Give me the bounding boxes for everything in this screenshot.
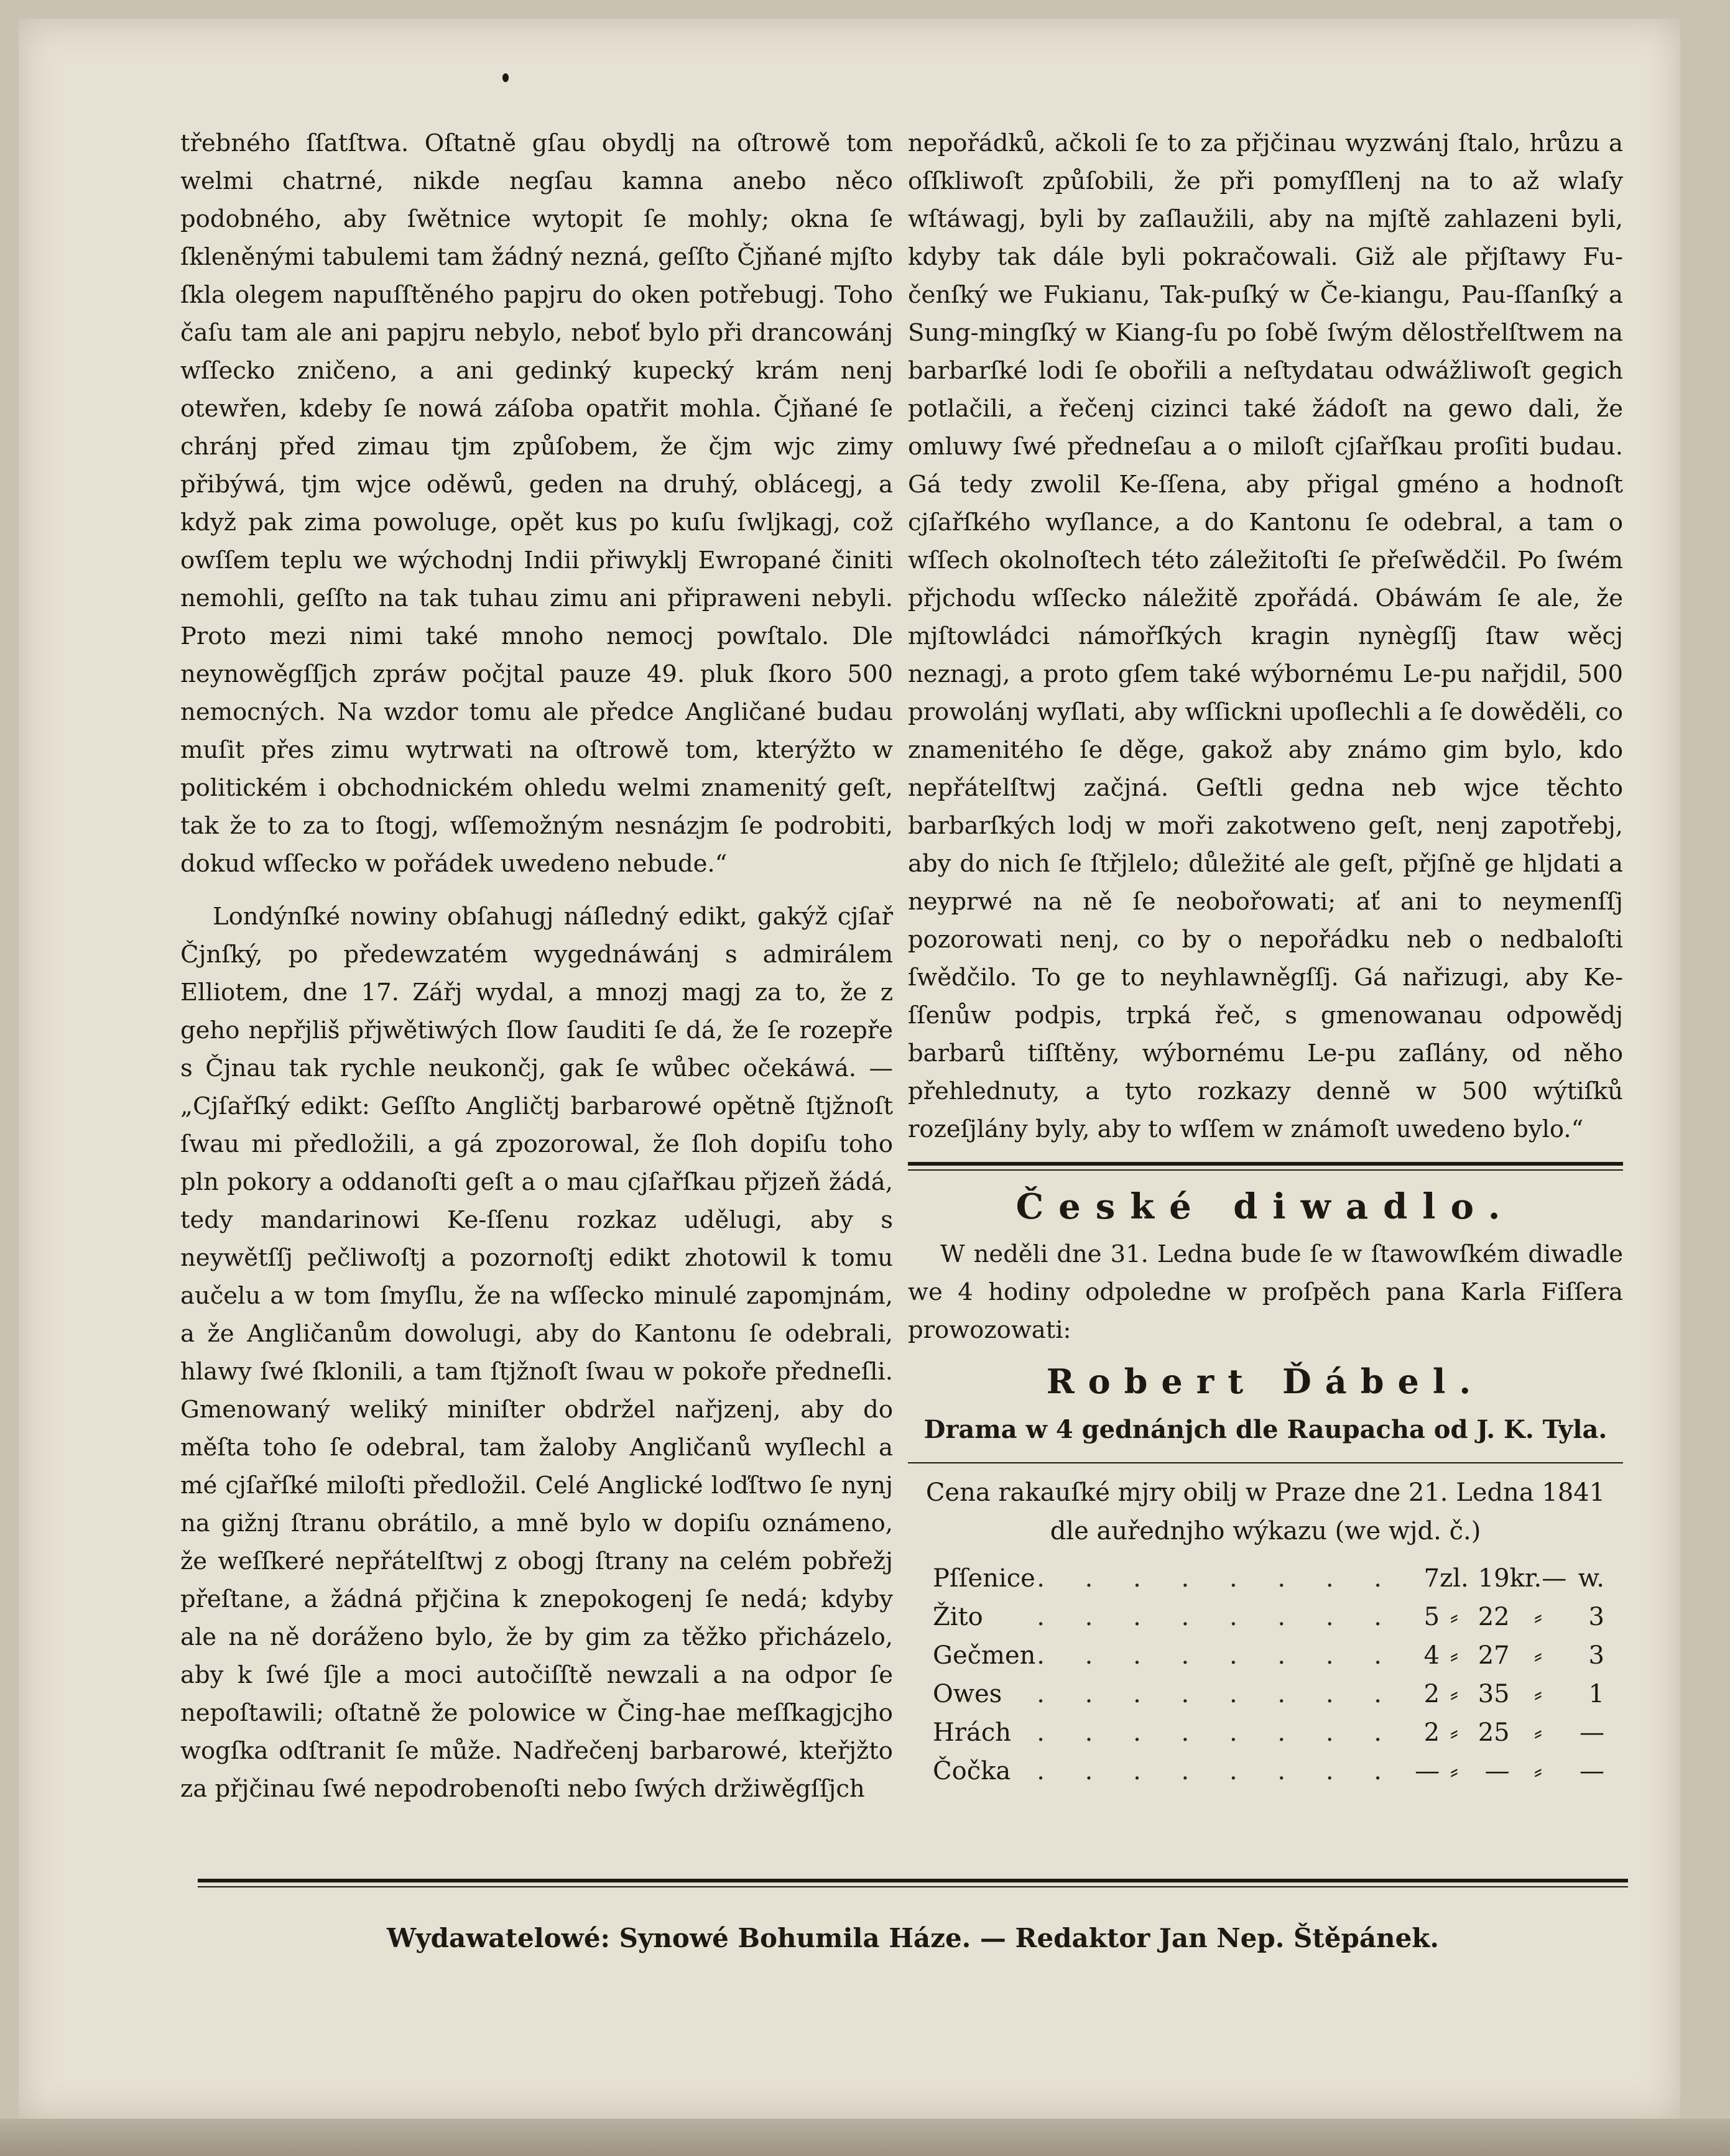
table-row: [933, 1636, 1604, 1675]
price-zl: 5: [1423, 1602, 1440, 1631]
play-subtitle: Drama w 4 gednánjch dle Raupacha od J. K. Tyla.: [923, 1415, 1607, 1444]
table-row: [933, 1598, 1604, 1636]
play-title: Robert Ďábel.: [1046, 1361, 1485, 1401]
leader-dots: . . . . . . . .: [1037, 1641, 1398, 1670]
ditto-mark: ⸗: [1450, 1602, 1459, 1631]
ditto-mark: ⸗: [1533, 1602, 1543, 1631]
footer-divider: [198, 1879, 1628, 1887]
grain-name: Hrách: [933, 1718, 1012, 1747]
leader-dots: . . . . . . . .: [1037, 1679, 1398, 1708]
grain-name: Owes: [933, 1679, 1002, 1708]
table-row: [933, 1559, 1604, 1598]
leader-dots: . . . . . . . .: [1037, 1602, 1398, 1631]
leader-dots: . . . . . . . .: [1037, 1718, 1398, 1747]
theatre-heading: České diwadlo.: [1015, 1186, 1515, 1227]
ditto-mark: ⸗: [1533, 1756, 1543, 1785]
price-zl: 4: [1423, 1641, 1440, 1670]
section-divider: [908, 1162, 1623, 1171]
unit-w: w.: [1578, 1564, 1604, 1593]
grain-name: Gečmen: [933, 1641, 1036, 1670]
price-kr: 27: [1478, 1641, 1510, 1670]
ditto-mark: ⸗: [1533, 1641, 1543, 1670]
table-row: [933, 1675, 1604, 1713]
price-w: 1: [1588, 1679, 1604, 1708]
publisher-footer: Wydawatelowé: Synowé Bohumila Háze. — Redaktor Jan Nep. Štěpánek.: [386, 1923, 1440, 1953]
table-row: [933, 1713, 1604, 1752]
prices-heading-line1: Cena rakauſké mjry obilj w Praze dne 21. Ledna 1841: [925, 1478, 1606, 1507]
edict-continuation-paragraph: nepořádků, ačkoli ſe to za přjčinau wyzwánj ſtalo, hrůzu a oſſkliwoſt způſobili, že při pomyſſlenj na to až wlaſy wſtáwagj, byli by zaſlaužili, aby na mjſtě zahlazeni byli, kdyby tak dále byli pokračowali. Giž ale přjſtawy Fu-čenſký we Fukianu, Tak-puſký w Če-kiangu, Pau-ſſanſký a Sung-mingſký w Kiang-ſu po ſobě ſwým dělostřelſtwem na barbarſké lodi ſe obořili a neſtydatau odwážliwoſt gegich potlačili, a řečenj cizinci také žádoſt na gewo dali, že omluwy ſwé předneſau a o miloſt cjſařſkau proſiti budau. Gá tedy zwolil Ke-ſſena, aby přigal gméno a hodnoſt cjſařſkého wyſlance, a do Kantonu ſe odebral, a tam o wſſech okolnoſtech této záležitoſti ſe přeſwědčil. Po ſwém přjchodu wſſecko náležitě zpořádá. Obáwám ſe ale, že mjſtowládci námořſkých kragin nynègſſj ſtaw wěcj neznagj, a proto gſem také wýbornému Le-pu nařjdil, 500 prowolánj wyſlati, aby wſſickni upoſlechli a ſe dowěděli, co znamenitého ſe děge, gakož aby známo gim bylo, kdo nepřátelſtwj začjná. Geſtli gedna neb wjce těchto barbarſkých lodj w moři zakotweno geſt, nenj zapotřebj, aby do nich ſe ſtřjlelo; důležité ale geſt, přjſně ge hljdati a neyprwé na ně ſe neobořowati; ať ani to neymenſſj pozorowati nenj, co by o nepořádku neb o nedbaloſti ſwědčilo. To ge to neyhlawněgſſj. Gá nařizugi, aby Ke-ſſenůw podpis, trpká řeč, s gmenowanau odpowědj barbarů tiſſtěny, wýbornému Le-pu zaſlány, od něho přehlednuty, a tyto rozkazy denně w 500 wýtiſků rozeſjlány byly, aby to wſſem w známoſt uwedeno bylo.“: [908, 129, 1623, 1143]
price-kr: 22: [1478, 1602, 1510, 1631]
price-w: 3: [1588, 1641, 1604, 1670]
prices-divider: [908, 1462, 1623, 1463]
grain-name: Žito: [933, 1602, 983, 1631]
ditto-mark: ⸗: [1450, 1718, 1459, 1747]
price-zl: 7: [1423, 1564, 1440, 1593]
price-kr: —: [1484, 1756, 1510, 1785]
right-column: [908, 124, 1623, 1790]
ditto-mark: ⸗: [1450, 1679, 1459, 1708]
price-w: 3: [1588, 1602, 1604, 1631]
leader-dots: . . . . . . . .: [1037, 1564, 1398, 1593]
price-kr: 19: [1478, 1564, 1510, 1593]
ink-dot: [502, 73, 509, 82]
price-zl: 2: [1423, 1718, 1440, 1747]
price-w: —: [1580, 1756, 1604, 1785]
leader-dots: . . . . . . . .: [1037, 1756, 1398, 1785]
price-zl: 2: [1423, 1679, 1440, 1708]
ditto-mark: ⸗: [1450, 1756, 1459, 1785]
ditto-mark: ⸗: [1533, 1679, 1543, 1708]
ditto-mark: ⸗: [1450, 1641, 1459, 1670]
edict-paragraph: Londýnſké nowiny obſahugj náſledný edikt, gakýž cjſař Čjnſký, po předewzatém wygednáwánj s admirálem Elliotem, dne 17. Zářj wydal, a mnozj magj za to, že z geho nepřjliš přjwětiwých ſlow ſauditi ſe dá, že ſe rozepře s Čjnau tak rychle neukončj, gak ſe wůbec očekáwá. — „Cjſařſký edikt: Geſſto Angličtj barbarowé opětně ſtjžnoſt ſwau mi předložili, a gá zpozorowal, že ſloh dopiſu toho pln pokory a oddanoſti geſt a o mau cjſařſkau přjzeň žádá, tedy mandarinowi Ke-ſſenu rozkaz udělugi, aby s neywětſſj pečliwoſtj a pozornoſtj edikt zhotowil k tomu aučelu a w tom ſmyſlu, že na wſſecko minulé zapomjnám, a že Angličanům dowolugi, aby do Kantonu ſe odebrali, hlawy ſwé ſklonili, a tam ſtjžnoſt ſwau w pokoře předneſli. Gmenowaný weliký miniſter obdržel nařjzenj, aby do měſta toho ſe odebral, tam žaloby Angličanů wyſlechl a mé cjſařſké miloſti předložil. Celé Anglické loďſtwo ſe nynj na gižnj ſtranu obrátilo, a mně bylo w dopiſu oznámeno, že weſſkeré nepřátelſtwj z obogj ſtrany na celém pobřežj přeſtane, a žádná přjčina k znepokogenj ſe nedá; kdyby ale na ně doráženo bylo, že by gim za těžko přicházelo, aby k ſwé ſjle a moci autočiſſtě newzali a na odpor ſe nepoſtawili; oſtatně že polowice w Čing-hae meſſkagjcjho wogſka odſtranit ſe může. Nadřečenj barbarowé, kteřjžto za přjčinau ſwé nepodrobenoſti nebo ſwých držiwěgſſjch: [180, 903, 893, 1803]
grain-name: Pſſenice: [933, 1564, 1035, 1593]
price-kr: 25: [1478, 1718, 1510, 1747]
left-column: [180, 124, 893, 1808]
grain-price-table: [933, 1559, 1604, 1790]
unit-zl: zl.: [1440, 1564, 1469, 1593]
price-w: —: [1580, 1718, 1604, 1747]
table-row: [933, 1752, 1604, 1790]
unit-kr: kr.—: [1509, 1564, 1567, 1593]
page-edge: [0, 2119, 1730, 2156]
theatre-announcement: W neděli dne 31. Ledna bude ſe w ſtawowſkém diwadle we 4 hodiny odpoledne w proſpěch pana Karla Fiſſera prowozowati:: [908, 1240, 1623, 1344]
prices-heading-line2: dle auřednjho wýkazu (we wjd. č.): [1050, 1517, 1481, 1546]
price-kr: 35: [1478, 1679, 1510, 1708]
article-continuation-paragraph: třebného ſſatſtwa. Oſtatně gſau obydlj na oſtrowě tom welmi chatrné, nikde negſau kamna anebo něco podobného, aby ſwětnice wytopit ſe mohly; okna ſe ſkleněnými tabulemi tam žádný nezná, geſſto Čjňané mjſto ſkla olegem napuſſtěného papjru do oken potřebugj. Toho čaſu tam ale ani papjru nebylo, neboť bylo při drancowánj wſſecko zničeno, a ani gedinký kupecký krám nenj otewřen, kdeby ſe nowá záſoba opatřit mohla. Čjňané ſe chránj před zimau tjm způſobem, že čjm wjc zimy přibýwá, tjm wjce oděwů, geden na druhý, oblácegj, a když pak zima powoluge, opět kus po kuſu ſwlјkagj, což owſſem teplu we wýchodnj Indii přiwyklj Ewropané činiti nemohli, geſſto na tak tuhau zimu ani připraweni nebyli. Proto mezi nimi také mnoho nemocj powſtalo. Dle neynowěgſſjch zpráw počjtal pauze 49. pluk ſkoro 500 nemocných. Na wzdor tomu ale předce Angličané budau muſit přes zimu wytrwati na oſtrowě tom, kterýžto w politickém i obchodnickém ohledu welmi znamenitý geſt, tak že to za to ſtogj, wſſemožným nesnázjm ſe podrobiti, dokud wſſecko w pořádek uwedeno nebude.“: [180, 129, 893, 878]
ditto-mark: ⸗: [1533, 1718, 1543, 1747]
price-zl: —: [1415, 1756, 1440, 1785]
grain-name: Čočka: [933, 1756, 1011, 1785]
